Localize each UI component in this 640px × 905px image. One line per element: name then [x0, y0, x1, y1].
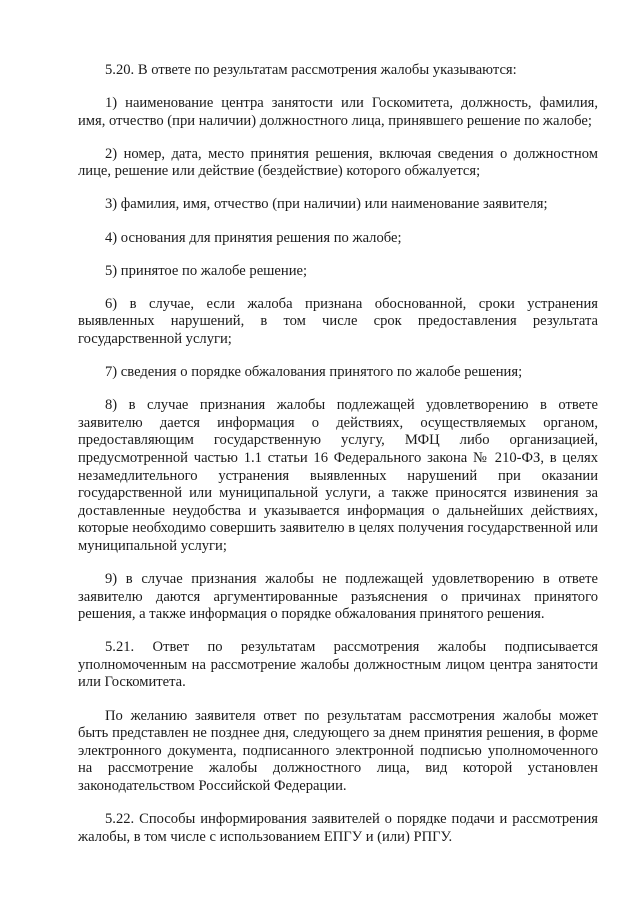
list-item-8: 8) в случае признания жалобы подлежащей удовлетворению в ответе заявителю дается информация о действиях, осуществляемых органом, предоставляющим государственную услугу, МФЦ либо организацией, предусмотренной частью 1.1 статьи 16 Федерального закона № 210-ФЗ, в целях незамедлительного устранения выявленных нарушений при оказании государственной или муниципальной услуги, а также приносятся извинения за доставленные неудобства и указывается информация о дальнейших действиях, которые необходимо совершить заявителю в целях получения государственной или муниципальной услуги;	[78, 397, 598, 554]
list-item-7: 7) сведения о порядке обжалования принятого по жалобе решения;	[105, 364, 523, 381]
document-body	[78, 62, 598, 846]
clause-5-22: 5.22. Способы информирования заявителей о порядке подачи и рассмотрения жалобы, в том числе с использованием ЕПГУ и (или) РПГУ.	[78, 811, 598, 845]
list-item-9: 9) в случае признания жалобы не подлежащей удовлетворению в ответе заявителю даются аргументированные разъяснения о причинах принятого решения, а также информация о порядке обжалования принятого решения.	[78, 570, 598, 623]
clause-5-21: 5.21. Ответ по результатам рассмотрения жалобы подписывается уполномоченным на рассмотрение жалобы должностным лицом центра занятости или Госкомитета.	[78, 639, 598, 691]
list-item-2: 2) номер, дата, место принятия решения, включая сведения о должностном лице, решение или действие (бездействие) которого обжалуется;	[78, 145, 598, 180]
list-item-5: 5) принятое по жалобе решение;	[105, 262, 308, 279]
list-item-3: 3) фамилия, имя, отчество (при наличии) или наименование заявителя;	[105, 196, 548, 213]
list-item-6: 6) в случае, если жалоба признана обоснованной, сроки устранения выявленных нарушений, в том числе срок предоставления результата государственной услуги;	[78, 295, 598, 347]
clause-5-20-heading: 5.20. В ответе по результатам рассмотрения жалобы указываются:	[105, 62, 517, 78]
electronic-response-paragraph: По желанию заявителя ответ по результатам рассмотрения жалобы может быть представлен не позднее дня, следующего за днем принятия решения, в форме электронного документа, подписанного электронной подписью уполномоченного на рассмотрение жалобы должностного лица, вид которой установлен законодательством Российской Федерации.	[78, 707, 598, 794]
list-item-1: 1) наименование центра занятости или Госкомитета, должность, фамилия, имя, отчество (при наличии) должностного лица, принявшего решение по жалобе;	[78, 95, 598, 129]
list-item-4: 4) основания для принятия решения по жалобе;	[105, 229, 402, 246]
